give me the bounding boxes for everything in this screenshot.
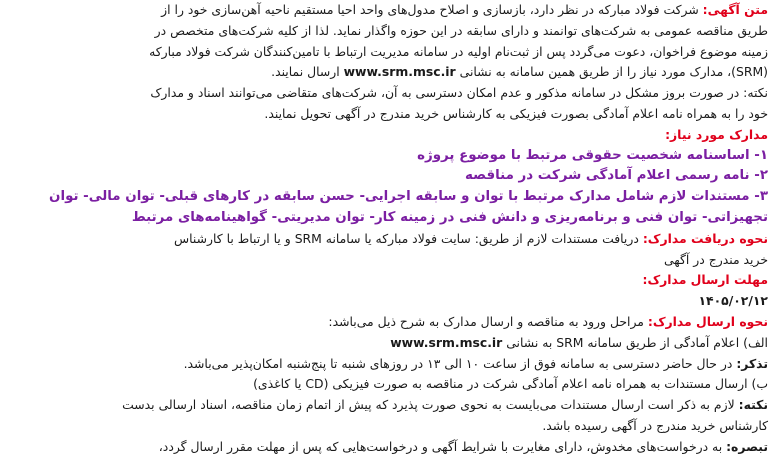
- deadline-date: ۱۴۰۵/۰۲/۱۲: [698, 293, 768, 309]
- intro-text-4b: ارسال نمایند.: [271, 64, 344, 80]
- intro-text-4a: (SRM)، مدارک مورد نیاز را از طریق همین سامانه به نشانی: [455, 64, 768, 80]
- doc-item-3b: تجهیزاتی- توان فنی و برنامه‌ریزی و دانش فنی در زمینه کار- توان مدیریتی- گواهینامه‌های مرتبط: [131, 209, 768, 225]
- send-item-b: ب) ارسال مستندات به همراه نامه اعلام آمادگی شرکت در مناقصه به صورت فیزیکی (CD یا کاغذی): [253, 376, 768, 392]
- remark-line: [14, 437, 768, 458]
- send-note-label: نکته:: [738, 397, 768, 413]
- intro-line-2: طریق مناقصه عمومی به شرکت‌های توانمند و دارای سابقه در این حوزه واگذار نماید. لذا از کلیه شرکت‌های متخصص در: [154, 22, 768, 38]
- send-item-a: [14, 333, 768, 354]
- required-docs-heading: مدارک مورد نیاز:: [665, 126, 768, 142]
- remark-text: به درخواست‌های مخدوش، دارای مغایرت با شرایط آگهی و درخواست‌هایی که پس از مهلت مقرر ارسال گردد،: [158, 438, 727, 454]
- deadline-label: مهلت ارسال مدارک:: [642, 272, 768, 288]
- receive-line-2: خرید مندرج در آگهی: [663, 251, 768, 267]
- doc-item-1: ۱- اساسنامه شخصیت حقوقی مرتبط با موضوع پروژه: [417, 147, 768, 163]
- send-label: نحوه ارسال مدارک:: [647, 313, 768, 329]
- receive-line-1: [14, 229, 768, 250]
- srm-link-2[interactable]: www.srm.msc.ir: [390, 334, 503, 350]
- intro-line-4: [14, 62, 768, 83]
- srm-link[interactable]: www.srm.msc.ir: [343, 64, 456, 80]
- doc-item-2: ۲- نامه رسمی اعلام آمادگی شرکت در مناقصه: [465, 168, 768, 184]
- intro-line-1: [14, 0, 768, 21]
- reminder-text: در حال حاضر دسترسی به سامانه فوق از ساعت ۱۰ الی ۱۳ در روزهای شنبه تا پنج‌شنبه امکان‌پذیر می‌باشد.: [183, 355, 737, 371]
- receive-text-1: دریافت مستندات لازم از طریق: سایت فولاد مبارکه یا سامانه SRM و یا ارتباط با کارشناس: [174, 230, 643, 246]
- notice-title-label: متن آگهی:: [702, 2, 768, 17]
- doc-item-3a: ۳- مستندات لازم شامل مدارک مرتبط با توان و سابقه اجرایی- حسن سابقه در کارهای قبلی- توان مالی- توان: [49, 189, 768, 205]
- send-text: مراحل ورود به مناقصه و ارسال مدارک به شرح ذیل می‌باشد:: [328, 313, 648, 329]
- send-item-a-text: الف) اعلام آمادگی از طریق سامانه SRM به نشانی: [502, 334, 768, 350]
- remark-label: تبصره:: [726, 438, 768, 454]
- send-note-line-2: کارشناس خرید مندرج در آگهی رسیده باشد.: [542, 417, 768, 433]
- send-note-text-1: لازم به ذکر است ارسال مستندات می‌بایست به نحوی صورت پذیرد که پیش از اتمام زمان مناقصه، اسناد ارسالی بدست: [122, 397, 739, 413]
- send-note-line-1: [14, 395, 768, 416]
- receive-label: نحوه دریافت مدارک:: [642, 230, 768, 246]
- intro-line-3: زمینه موضوع فراخوان، دعوت می‌گردد پس از ثبت‌نام اولیه در سامانه مدیریت ارتباط با تامین‌کنندگان شرکت فولاد مبارکه: [149, 43, 768, 59]
- reminder-line: [14, 354, 768, 375]
- intro-text-1: شرکت فولاد مبارکه در نظر دارد، بازسازی و اصلاح مدول‌های واحد احیا مستقیم ناحیه آهن‌سازی خود را از: [161, 2, 703, 17]
- reminder-label: تذکر:: [736, 355, 768, 371]
- send-line: [14, 312, 768, 333]
- note-line-2: خود را به همراه نامه اعلام آمادگی بصورت فیزیکی به کارشناس خرید مندرج در آگهی تحویل نمایند.: [264, 105, 768, 121]
- note-line-1: نکته: در صورت بروز مشکل در سامانه مذکور و عدم امکان دسترسی به آن، شرکت‌های متقاضی می‌توانند اسناد و مدارک: [150, 85, 768, 101]
